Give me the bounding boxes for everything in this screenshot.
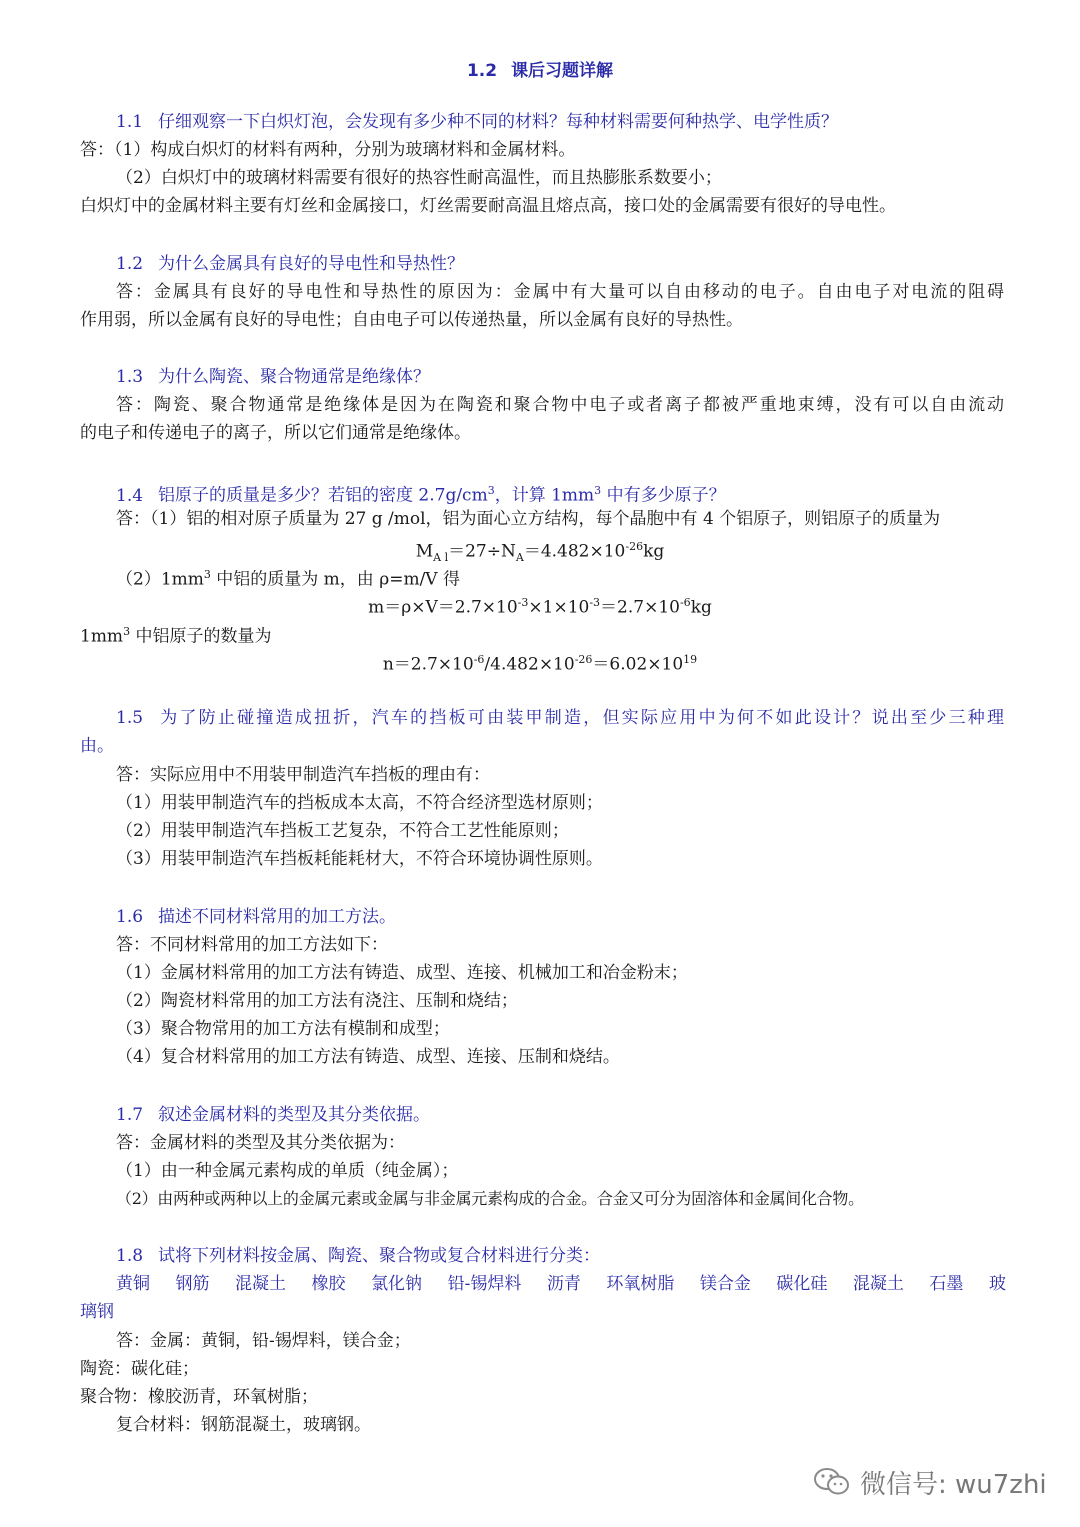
answer-line: （2）陶瓷材料常用的加工方法有浇注、压制和烧结； <box>116 991 518 1011</box>
material-item-tail: 璃钢 <box>80 1302 114 1322</box>
material-item: 黄铜 <box>116 1274 150 1294</box>
answer-line: $(2)1mm^3$ 中铝的质量为 m，由 ρ=m/V 得 <box>116 568 460 590</box>
answer-line: 聚合物：橡胶沥青，环氧树脂； <box>80 1387 318 1407</box>
formula-count: $n=2.7\times 10^{-6}/4.482\times 10^{-26}=6.02\times 10^{19}$ <box>382 653 698 675</box>
material-item: 环氧树脂 <box>606 1274 675 1294</box>
answer-line: （1）由一种金属元素构成的单质（纯金属）； <box>116 1161 459 1181</box>
superscript: 3 <box>487 484 495 497</box>
question-1-5 <box>116 706 1004 730</box>
answer-line: （3）用装甲制造汽车挡板耗能耗材大，不符合环境协调性原则。 <box>116 849 603 869</box>
question-text: 中有多少原子？ <box>601 485 726 506</box>
wechat-watermark <box>812 1462 1047 1502</box>
question-number: 1.3 <box>116 367 144 387</box>
answer-line: 答：金属具有良好的导电性和导热性的原因为：金属中有大量可以自由移动的电子。自由电子对电流的阻碍 <box>116 282 1004 302</box>
wechat-icon <box>812 1465 852 1499</box>
question-text: 仔细观察一下白炽灯泡，会发现有多少种不同的材料？每种材料需要何种热学、电学性质？ <box>158 112 838 132</box>
question-number: 1.8 <box>116 1246 144 1266</box>
question-text: 描述不同材料常用的加工方法。 <box>158 907 396 927</box>
material-item: 铅-锡焊料 <box>447 1274 522 1294</box>
superscript: 3 <box>594 484 602 497</box>
answer-line: （2）用装甲制造汽车挡板工艺复杂，不符合工艺性能原则； <box>116 821 569 841</box>
material-item: 玻 <box>988 1274 1006 1294</box>
material-item: 氯化钠 <box>371 1274 423 1294</box>
question-1-3 <box>116 365 1041 389</box>
answer-line: 作用弱，所以金属有良好的导电性；自由电子可以传递热量，所以金属有良好的导热性。 <box>80 310 743 330</box>
material-item: 碳化硅 <box>776 1274 828 1294</box>
materials-list <box>116 1272 1006 1296</box>
question-text: 为什么陶瓷、聚合物通常是绝缘体？ <box>158 367 430 387</box>
material-item: 镁合金 <box>699 1274 751 1294</box>
watermark-text: 微信号: wu7zhi <box>860 1469 1047 1500</box>
material-item: 石墨 <box>929 1274 964 1294</box>
answer-line: 答：（1）构成白炽灯的材料有两种，分别为玻璃材料和金属材料。 <box>80 140 576 160</box>
question-1-8 <box>116 1244 1041 1268</box>
question-number: 1.2 <box>116 254 144 274</box>
question-1-2 <box>116 252 1041 276</box>
formula-mass: $m=\rho\times V=2.7\times 10^{-3}\times 1\times 10^{-3}=2.7\times 10^{-6}kg$ <box>368 596 712 618</box>
answer-line: 答：金属：黄铜，铅-锡焊料，镁合金； <box>116 1331 411 1351</box>
answer-line: （4）复合材料常用的加工方法有铸造、成型、连接、压制和烧结。 <box>116 1047 620 1067</box>
answer-line: $1mm^3$ 中铝原子的数量为 <box>80 625 272 647</box>
material-item: 沥青 <box>546 1274 581 1294</box>
answer-line: 答：实际应用中不用装甲制造汽车挡板的理由有： <box>116 765 490 785</box>
question-text: 为什么金属具有良好的导电性和导热性？ <box>158 254 464 274</box>
section-title <box>0 56 1080 81</box>
answer-line: （1）用装甲制造汽车的挡板成本太高，不符合经济型选材原则； <box>116 793 603 813</box>
question-1-7 <box>116 1103 1041 1127</box>
material-item: 钢筋 <box>175 1274 210 1294</box>
answer-line: 答：金属材料的类型及其分类依据为： <box>116 1133 405 1153</box>
question-text: 叙述金属材料的类型及其分类依据。 <box>158 1105 430 1125</box>
question-number: 1.5 <box>116 708 144 728</box>
answer-line: （2）白炽灯中的玻璃材料需要有很好的热容性耐高温性，而且热膨胀系数要小； <box>116 168 722 188</box>
question-1-4 <box>116 479 1041 508</box>
question-1-1 <box>116 110 1041 134</box>
question-text-cont: 由。 <box>80 736 114 756</box>
answer-line: （1）金属材料常用的加工方法有铸造、成型、连接、机械加工和冶金粉末； <box>116 963 688 983</box>
material-item: 橡胶 <box>311 1274 346 1294</box>
material-item: 混凝土 <box>235 1274 287 1294</box>
question-text: ，计算 1mm <box>494 485 595 506</box>
question-number: 1.4 <box>116 485 144 506</box>
question-1-6 <box>116 905 1041 929</box>
formula-atomic-mass: $M_{A l}=27\div N_A=4.482\times 10^{-26}kg$ <box>415 540 665 565</box>
answer-line: 答：不同材料常用的加工方法如下： <box>116 935 388 955</box>
question-number: 1.6 <box>116 907 144 927</box>
question-number: 1.7 <box>116 1105 144 1125</box>
section-number: 1.2 <box>466 61 498 81</box>
answer-line: 的电子和传递电子的离子，所以它们通常是绝缘体。 <box>80 423 471 443</box>
question-text: 铝原子的质量是多少？若铝的密度 2.7g/cm <box>158 485 488 506</box>
answer-line: 复合材料：钢筋混凝土，玻璃钢。 <box>116 1415 371 1435</box>
answer-line: 答：（1）铝的相对原子质量为 27 g /mol，铝为面心立方结构，每个晶胞中有 4 个铝原子，则铝原子的质量为 <box>116 509 941 529</box>
section-title-text: 课后习题详解 <box>511 61 614 81</box>
answer-line: 陶瓷：碳化硅； <box>80 1359 199 1379</box>
question-number: 1.1 <box>116 112 144 132</box>
answer-line: （3）聚合物常用的加工方法有模制和成型； <box>116 1019 450 1039</box>
question-text: 试将下列材料按金属、陶瓷、聚合物或复合材料进行分类： <box>158 1246 600 1266</box>
answer-line: 答：陶瓷、聚合物通常是绝缘体是因为在陶瓷和聚合物中电子或者离子都被严重地束缚，没有可以自由流动 <box>116 395 1004 415</box>
question-text: 为了防止碰撞造成扭折，汽车的挡板可由装甲制造，但实际应用中为何不如此设计？说出至少三种理 <box>158 708 1004 728</box>
answer-line: 白炽灯中的金属材料主要有灯丝和金属接口，灯丝需要耐高温且熔点高，接口处的金属需要有很好的导电性。 <box>80 196 896 216</box>
answer-line: （2）由两种或两种以上的金属元素或金属与非金属元素构成的合金。合金又可分为固溶体和金属间化合物。 <box>116 1189 864 1208</box>
material-item: 混凝土 <box>852 1274 904 1294</box>
